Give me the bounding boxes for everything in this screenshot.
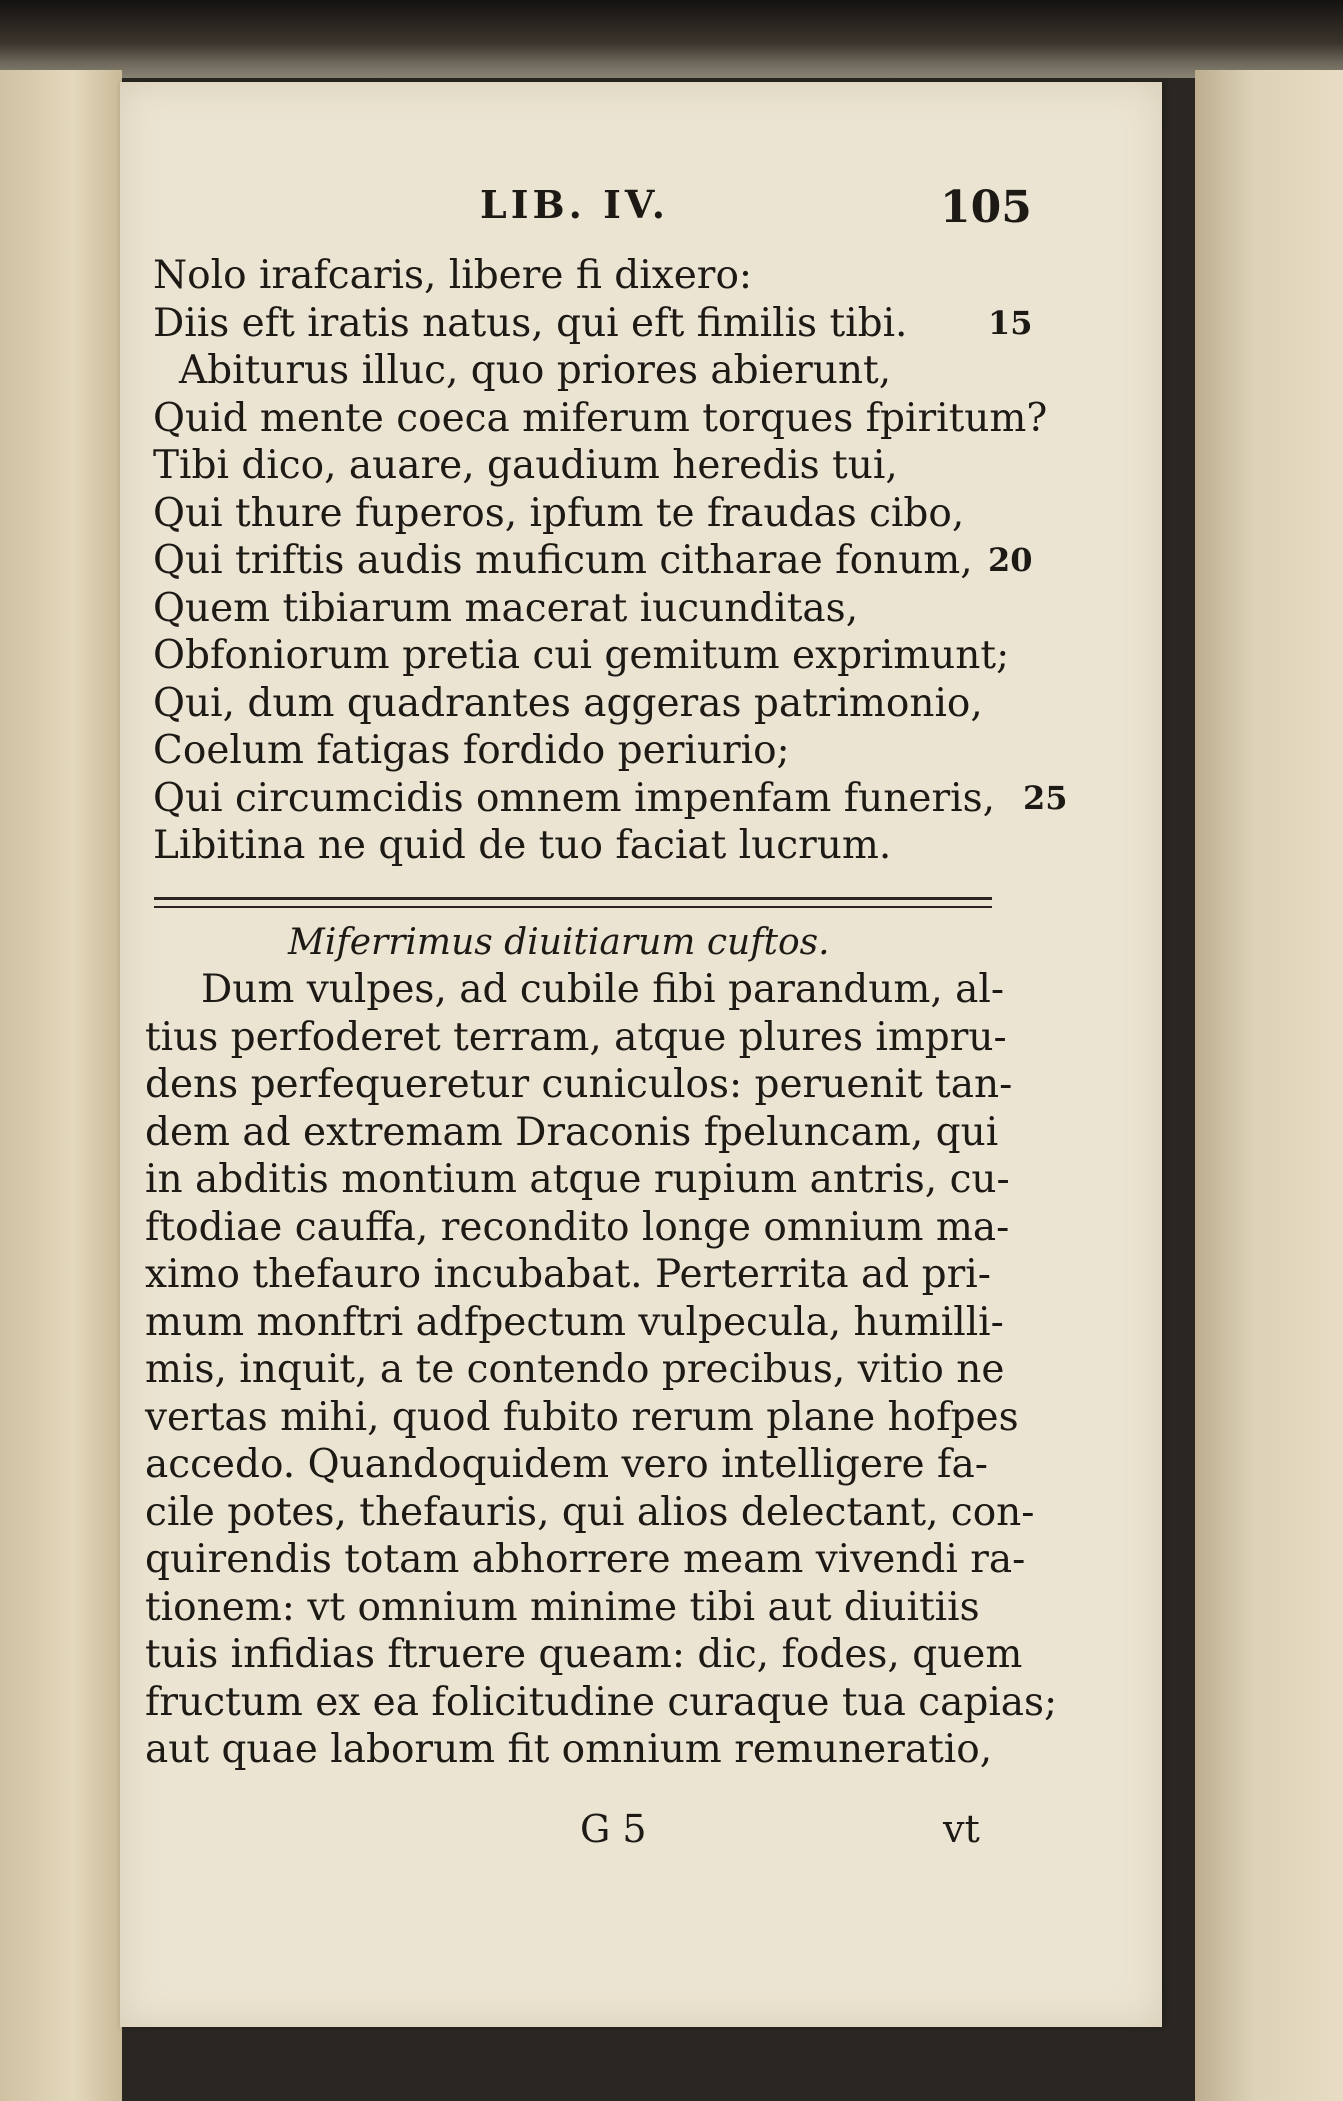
verse-line: [153, 347, 1143, 395]
prose-line: Dum vulpes, ad cubile fibi parandum, al-: [201, 967, 1005, 1012]
verse-text: Qui circumcidis omnem impenfam funeris,: [153, 775, 996, 821]
prose-line: tius perfoderet terram, atque plures impru-: [145, 1014, 1007, 1060]
fable-title: Miferrimus diuitiarum cuftos.: [288, 922, 830, 963]
verse-line: [153, 490, 1143, 538]
verse-line: [153, 775, 1143, 823]
page-block-edge: [1195, 70, 1343, 2101]
verse-line: [153, 585, 1143, 633]
signature-mark: G 5: [580, 1807, 647, 1851]
verse-line: [153, 300, 1143, 348]
verse-line: [153, 680, 1143, 728]
running-head: [120, 182, 1162, 242]
page-number: 105: [940, 182, 1032, 233]
prose-line: aut quae laborum fit omnium remuneratio,: [145, 1727, 993, 1772]
verse-text: Abiturus illuc, quo priores abierunt,: [179, 348, 892, 393]
verse-text: Tibi dico, auare, gaudium heredis tui,: [153, 443, 898, 488]
prose-line: mis, inquit, a te contendo precibus, vitio ne: [145, 1347, 1005, 1392]
verse-text: Quid mente coeca miferum torques fpiritum?: [153, 395, 1048, 441]
verse-text: Diis eft iratis natus, qui eft fimilis tibi.: [153, 300, 908, 346]
prose-line: dem ad extremam Draconis fpeluncam, qui: [145, 1109, 999, 1155]
prose-line: accedo. Quandoquidem vero intelligere fa-: [145, 1442, 988, 1487]
prose-line: tionem: vt omnium minime tibi aut diuitiis: [145, 1584, 980, 1630]
prose-line: quirendis totam abhorrere meam vivendi ra-: [145, 1537, 1026, 1582]
book-page: [120, 82, 1162, 2027]
verse-text: Qui thure fuperos, ipfum te fraudas cibo,: [153, 490, 965, 536]
poem-block: [153, 252, 1143, 870]
prose-line: ftodiae cauffa, recondito longe omnium ma-: [145, 1204, 1010, 1250]
verse-line: [153, 395, 1143, 443]
verse-text: Quem tibiarum macerat iucunditas,: [153, 585, 859, 631]
prose-line: vertas mihi, quod fubito rerum plane hofpes: [145, 1394, 1019, 1440]
verse-line: [153, 537, 1143, 585]
verse-text: Qui, dum quadrantes aggeras patrimonio,: [153, 680, 983, 726]
prose-line: dens perfequeretur cuniculos: peruenit tan-: [145, 1062, 1013, 1107]
line-number: 15: [988, 303, 1033, 342]
verse-text: Libitina ne quid de tuo faciat lucrum.: [153, 823, 892, 868]
facing-page-edge: [0, 70, 122, 2101]
fable-text: [145, 966, 1058, 1774]
prose-line: tuis infidias ftruere queam: dic, fodes, quem: [145, 1632, 1023, 1677]
prose-line: in abditis montium atque rupium antris, cu-: [145, 1157, 1010, 1202]
verse-text: Obfoniorum pretia cui gemitum exprimunt;: [153, 633, 1010, 678]
verse-line: [153, 822, 1143, 870]
line-number: 25: [1023, 778, 1068, 817]
verse-text: Nolo irafcaris, libere fi dixero:: [153, 253, 753, 298]
book-spine-edge: [0, 0, 1343, 78]
verse-line: [153, 632, 1143, 680]
line-number: 20: [988, 541, 1033, 579]
verse-line: [153, 727, 1143, 775]
verse-line: [153, 252, 1143, 300]
catchword: vt: [943, 1807, 980, 1851]
prose-line: ximo thefauro incubabat. Perterrita ad pri-: [145, 1252, 991, 1297]
prose-line: cile potes, thefauris, qui alios delectant, con-: [145, 1489, 1035, 1535]
prose-line: fructum ex ea folicitudine curaque tua capias;: [145, 1679, 1058, 1725]
verse-text: Qui triftis audis muficum citharae fonum,: [153, 538, 973, 583]
verse-text: Coelum fatigas fordido periurio;: [153, 728, 790, 773]
prose-line: mum monftri adfpectum vulpecula, humilli-: [145, 1299, 1004, 1345]
book-label: LIB. IV.: [480, 182, 669, 227]
section-divider: [154, 897, 992, 908]
verse-line: [153, 442, 1143, 490]
